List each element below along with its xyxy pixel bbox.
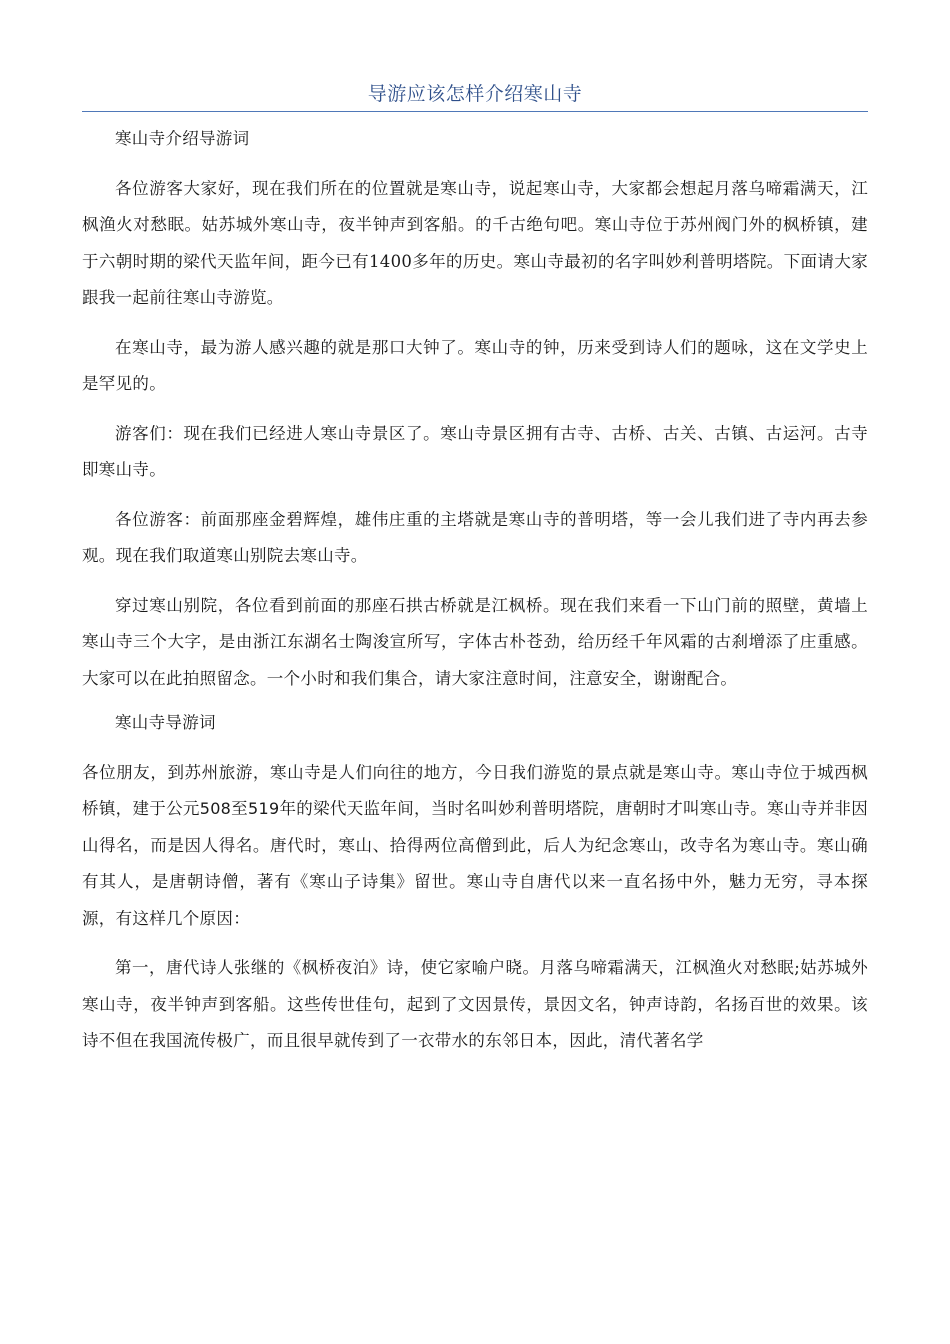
history-text-c: 年的梁代天监年间，当时名叫妙利普明塔院，唐朝时才叫寒山寺。寒山寺并非因山得名，而是因人得名。唐代时，寒山、拾得两位高僧到此，后人为纪念寒山，改寺名为寒山寺。寒山确有其人，是唐朝诗僧，著有《寒山子诗集》留世。寒山寺自唐代以来一直名扬中外，魅力无穷，寻本探源，有这样几个原因： <box>82 799 869 928</box>
year-end: 519 <box>248 799 280 818</box>
paragraph-scenic-area: 游客们：现在我们已经进人寒山寺景区了。寒山寺景区拥有古寺、古桥、古关、古镇、古运河。古寺即寒山寺。 <box>82 423 868 479</box>
year-start: 508 <box>199 799 232 818</box>
paragraph-poem: 第一，唐代诗人张继的《枫桥夜泊》诗，使它家喻户晓。月落乌啼霜满天，江枫渔火对愁眠;姑苏城外寒山寺，夜半钟声到客船。这些传世佳句，起到了文因景传，景因文名，钟声诗韵，名扬百世的效果。该诗不但在我国流传极广，而且很早就传到了一衣带水的东邻日本，因此，清代著名学 <box>82 958 868 1050</box>
document-page <box>82 0 868 1060</box>
section-heading-intro: 寒山寺介绍导游词 <box>115 129 250 148</box>
paragraph-bridge: 穿过寒山别院，各位看到前面的那座石拱古桥就是江枫桥。现在我们来看一下山门前的照壁，黄墙上寒山寺三个大字，是由浙江东湖名士陶浚宣所写，字体古朴苍劲，给历经千年风霜的古刹增添了庄重感。大家可以在此拍照留念。一个小时和我们集合，请大家注意时间，注意安全，谢谢配合。 <box>82 595 868 688</box>
document-title: 导游应该怎样介绍寒山寺 <box>367 83 583 105</box>
history-text-a: 各位朋友，到苏州旅游，寒山寺是人们向往的地方，今日我们游览的景点就是寒山寺。寒山寺位于城西枫桥镇，建于公元 <box>82 762 868 818</box>
paragraph-bell: 在寒山寺，最为游人感兴趣的就是那口大钟了。寒山寺的钟，历来受到诗人们的题咏，这在文学史上是罕见的。 <box>82 337 868 393</box>
paragraph-welcome: 各位游客大家好，现在我们所在的位置就是寒山寺，说起寒山寺，大家都会想起月落乌啼霜满天，江枫渔火对愁眠。姑苏城外寒山寺，夜半钟声到客船。的千古绝句吧。寒山寺位于苏州阀门外的枫桥镇，建于六朝时期的梁代天监年间，距今已有1400多年的历史。寒山寺最初的名字叫妙利普明塔院。下面请大家跟我一起前往寒山寺游览。 <box>82 178 868 307</box>
paragraph-pagoda: 各位游客：前面那座金碧辉煌，雄伟庄重的主塔就是寒山寺的普明塔，等一会儿我们进了寺内再去参观。现在我们取道寒山别院去寒山寺。 <box>82 509 868 565</box>
history-text-b: 至 <box>231 799 249 818</box>
section-heading-guide: 寒山寺导游词 <box>115 713 216 732</box>
paragraph-history <box>82 755 868 938</box>
title-underline <box>82 111 868 112</box>
